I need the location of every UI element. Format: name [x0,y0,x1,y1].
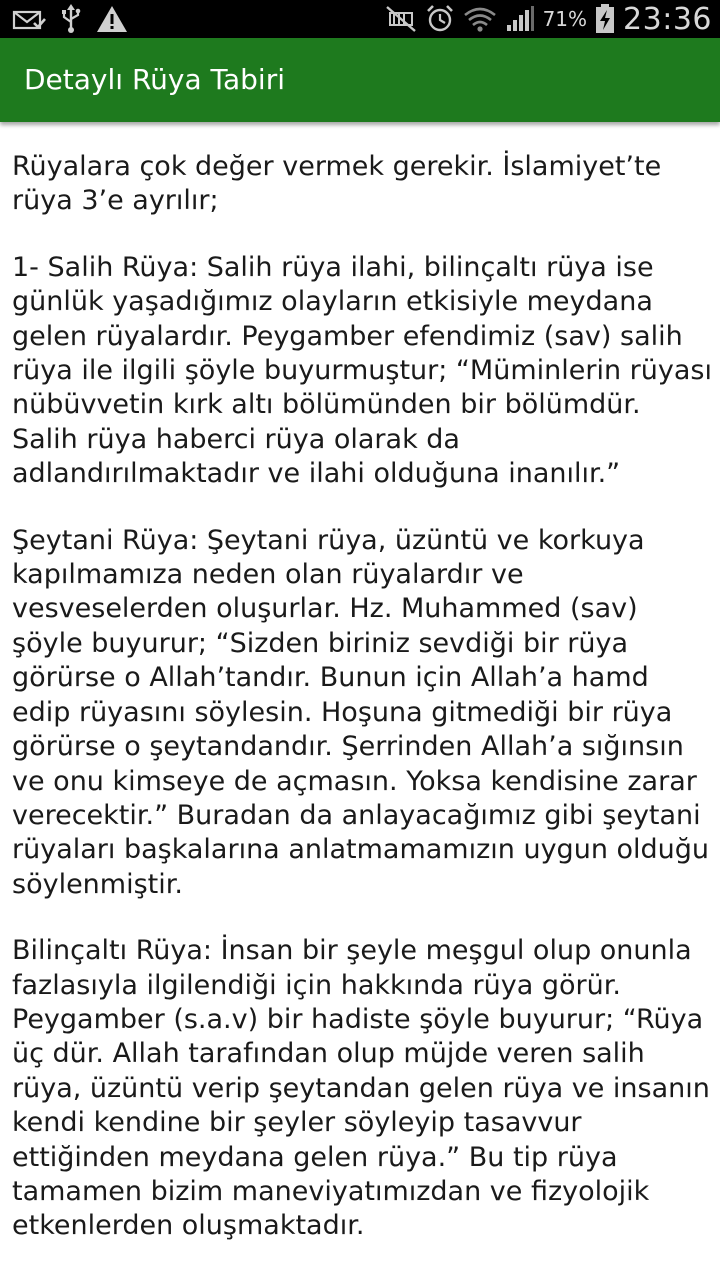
page-title: Detaylı Rüya Tabiri [24,63,285,96]
alarm-icon [425,4,455,34]
battery-percent: 71% [542,7,588,31]
paragraph-seytani-ruya: Şeytani Rüya: Şeytani rüya, üzüntü ve korkuya kapılmamıza neden olan rüyalardır ve vesveselerden oluşurlar. Hz. Muhammed (sav) şöyle buyurur; “Sizden biriniz sevdiği bir rüya görürse o Allah’tandır. Bunun için Allah’a hamd edip rüyasını söylesin. Hoşuna gitmediği bir rüya görürse o şeytandandır. Şerrinden Allah’a sığınsın ve onu kimseye de açmasın. Yoksa kendisine zarar verecektir.” Buradan da anlayacağımız gibi şeytani rüyaları başkalarına anlatmamamızın uygun olduğu söylenmiştir. [12,524,710,900]
message-read-icon [12,7,46,31]
usb-icon [60,4,82,34]
status-bar-notifications [12,0,128,38]
status-bar [0,0,720,38]
wifi-icon [463,5,497,33]
paragraph-intro: Rüyalara çok değer vermek gerekir. İslamiyet’te rüya 3’e ayrılır; [12,151,662,217]
paragraph-salih-ruya: 1- Salih Rüya: Salih rüya ilahi, bilinçaltı rüya ise günlük yaşadığımız olayların etkisiyle meydana gelen rüyalardır. Peygamber efendimiz (sav) salih rüya ile ilgili şöyle buyurmuştur; “Müminlerin rüyası nübüvvetin kırk altı bölümünden bir bölümdür. Salih rüya haberci rüya olarak da adlandırılmaktadır ve ilahi olduğuna inanılır.” [12,251,712,490]
battery-charging-icon [595,4,615,34]
warning-icon [96,5,128,33]
paragraph-bilincalti-ruya: Bilinçaltı Rüya: İnsan bir şeyle meşgul olup onunla fazlasıyla ilgilendiği için hakkında rüya görür. Peygamber (s.a.v) bir hadiste şöyle buyurur; “Rüya üç dür. Allah tarafından olup müjde veren salih rüya, üzüntü verip şeytandan gelen rüya ve insanın kendi kendine bir şeyler söyleyip tasavvur ettiğinden meydana gelen rüya.” Bu tip rüya tamamen bizim maneviyatımızdan ve fizyolojik etkenlerden oluşmaktadır. [12,935,710,1242]
mute-icon [385,5,417,33]
app-bar [0,38,720,122]
status-bar-system [385,0,712,38]
status-time: 23:36 [623,1,712,37]
signal-icon [505,5,535,33]
article-content[interactable] [12,150,712,1280]
